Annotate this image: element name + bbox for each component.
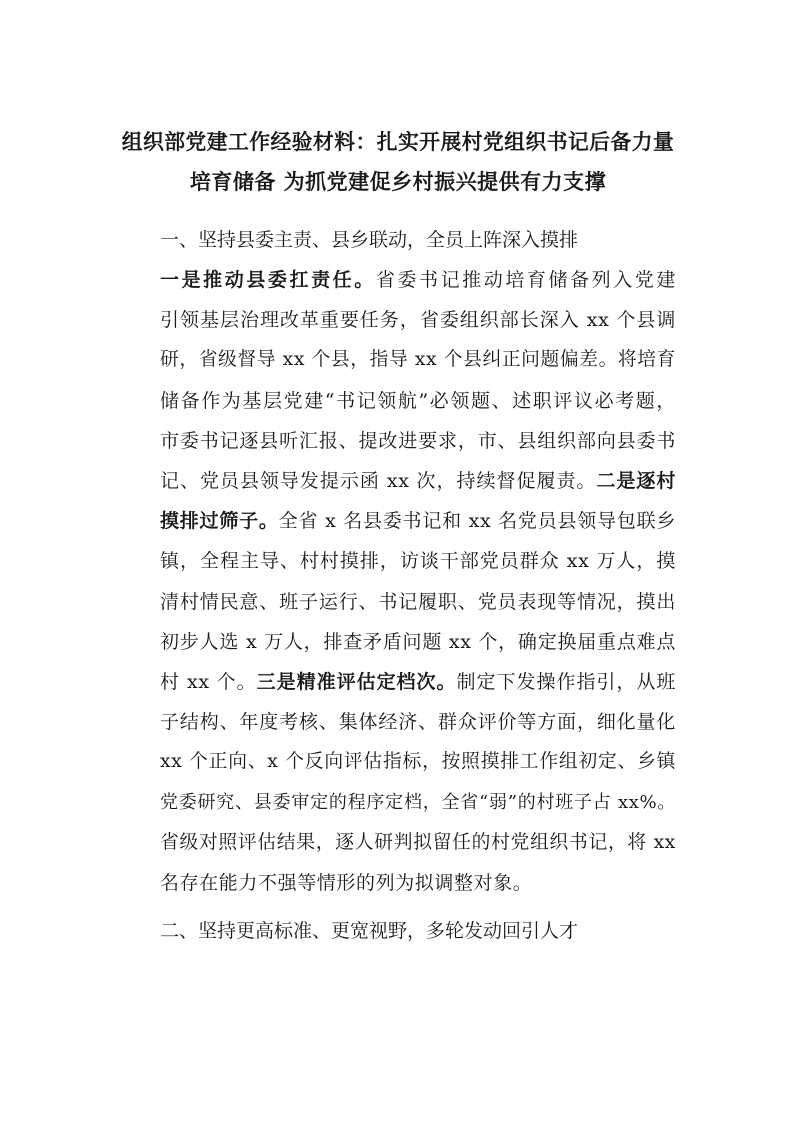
body-line: 引领基层治理改革重要任务，省委组织部长深入 xx 个县调 — [160, 309, 676, 332]
section-2-heading: 二、坚持更高标准、更宽视野，多轮发动回引人才 — [160, 920, 579, 943]
section-1-body — [120, 260, 676, 903]
body-line: 记、党员县领导发提示函 xx 次，持续督促履责。二是逐村 — [160, 470, 676, 493]
document-page — [120, 122, 676, 951]
subheading-precise-evaluation: 三是精准评估定档次。 — [256, 671, 457, 694]
subheading-village-screening: 二是逐村 — [596, 470, 676, 493]
body-line: 初步人选 x 万人，排查矛盾问题 xx 个，确定换届重点难点 — [160, 630, 676, 653]
document-title — [120, 122, 676, 202]
body-line: 清村情民意、班子运行、书记履职、党员表现等情况，摸出 — [160, 590, 676, 613]
subheading-village-screening-cont: 摸排过筛子。 — [160, 510, 279, 533]
body-line: 党委研究、县委审定的程序定档，全省“弱”的村班子占 xx%。 — [160, 791, 676, 813]
body-line: 储备作为基层党建“书记领航”必领题、述职评议必考题， — [160, 389, 676, 412]
title-line-2: 培育储备 为抓党建促乡村振兴提供有力支撑 — [189, 170, 607, 194]
body-line: 一是推动县委扛责任。省委书记推动培育储备列入党建 — [160, 269, 676, 291]
body-line: 省级对照评估结果，逐人研判拟留任的村党组织书记，将 xx — [160, 831, 676, 853]
title-line-1: 组织部党建工作经验材料：扎实开展村党组织书记后备力量 — [121, 130, 675, 154]
body-line: 研，省级督导 xx 个县，指导 xx 个县纠正问题偏差。将培育 — [160, 349, 676, 371]
body-line: 市委书记逐县听汇报、提改进要求，市、县组织部向县委书 — [160, 429, 676, 452]
body-line: 镇，全程主导、村村摸排，访谈干部党员群众 xx 万人，摸 — [160, 550, 676, 573]
body-line: 摸排过筛子。全省 x 名县委书记和 xx 名党员县领导包联乡 — [160, 510, 676, 533]
body-line: 村 xx 个。三是精准评估定档次。制定下发操作指引，从班 — [160, 671, 676, 694]
body-line: 名存在能力不强等情形的列为拟调整对象。 — [160, 872, 533, 895]
body-line: 子结构、年度考核、集体经济、群众评价等方面，细化量化 — [160, 711, 676, 734]
subheading-county-responsibility: 一是推动县委扛责任。 — [160, 269, 376, 291]
section-1-heading: 一、坚持县委主责、县乡联动，全员上阵深入摸排 — [160, 229, 579, 251]
body-line: xx 个正向、x 个反向评估指标，按照摸排工作组初定、乡镇 — [160, 751, 676, 773]
